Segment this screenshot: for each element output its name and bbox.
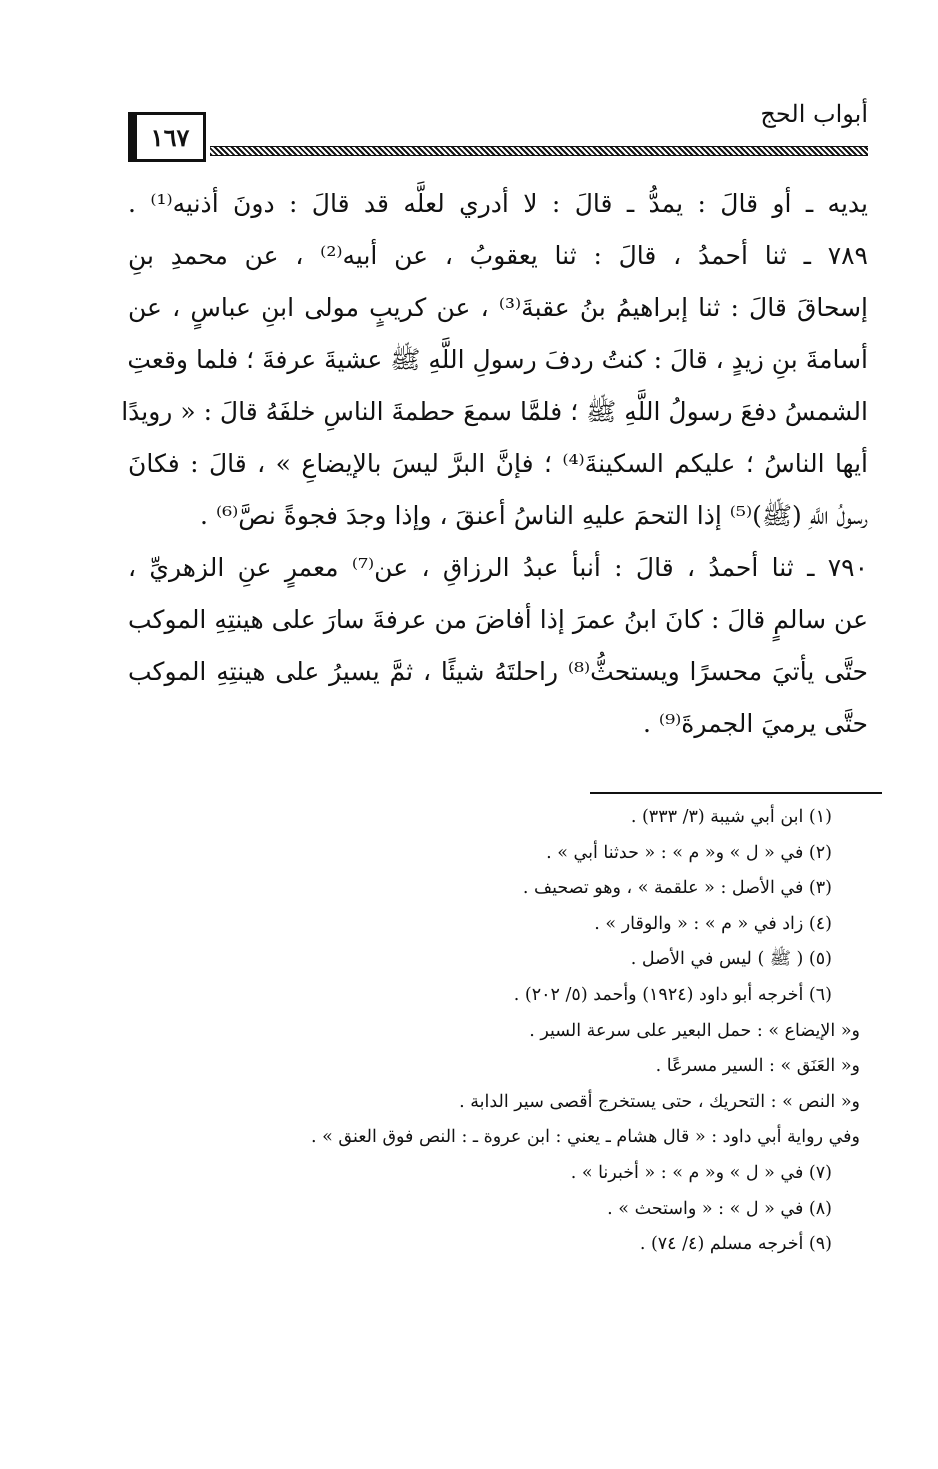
page-number: ١٦٧ [150,122,190,152]
footnote: (٤) زاد في « م » : « والوقار » . [594,913,832,934]
footnote: (٨) في « ل » : « واستحث » . [607,1198,832,1219]
footnote-gloss: و« العَنَق » : السير مسرعًا . [655,1056,860,1077]
main-text [121,178,869,750]
footnote-separator [590,792,882,794]
footnote: (١) ابن أبي شيبة (٣/ ٣٣٣) . [630,807,832,827]
running-title: أبواب الحج [760,100,868,128]
header-rule [210,146,868,156]
hadith-789-heading-line: ٧٨٩ ـ ثنا أحمدُ ، قالَ : ثنا يعقوبُ ، عن أبيه⁽²⁾ ، عن محمدِ بنِ [128,241,868,270]
footnote: (٢) في « ل » و« م » : « حدثنا أبي » . [546,842,832,863]
text-line: الشمسُ دفعَ رسولُ اللَّهِ ﷺ ؛ فلمَّا سمعَ حطمةَ الناسِ خلفَهُ قالَ : « رويدًا [121,397,868,426]
text-line: رسولُ اللَّهِ (ﷺ)⁽⁵⁾ إذا التحمَ عليهِ الناسُ أعنقَ ، وإذا وجدَ فجوةً نصَّ⁽⁶⁾ . [200,501,868,530]
text-line: حتَّى يأتيَ محسرًا ويستحثُّ⁽⁸⁾ راحلتَهُ شيئًا ، ثمَّ يسيرُ على هينتِهِ الموكب [128,657,868,686]
footnote-gloss: و« الإيضاع » : حمل البعير على سرعة السير . [529,1020,860,1041]
page-number-box [128,112,206,162]
footnote: (٣) في الأصل : « علقمة » ، وهو تصحيف . [522,878,832,899]
footnote: (٦) أخرجه أبو داود (١٩٢٤) وأحمد (٥/ ٢٠٢) . [513,984,832,1005]
page-header [128,100,868,180]
text-line: حتَّى يرميَ الجمرةَ⁽⁹⁾ . [643,709,868,738]
footnote-gloss: وفي رواية أبي داود : « قال هشام ـ يعني : ابن عروة ـ : النص فوق العنق » . [310,1127,860,1148]
text-line: أسامةَ بنِ زيدٍ ، قالَ : كنتُ ردفَ رسولِ اللَّهِ ﷺ عشيةَ عرفةَ ؛ فلما وقعتِ [127,345,868,374]
text-line: عن سالمٍ قالَ : كانَ ابنُ عمرَ إذا أفاضَ من عرفةَ سارَ على هينتِهِ الموكب [128,605,868,634]
text-line: أيها الناسُ ؛ عليكم السكينةَ⁽⁴⁾ ؛ فإنَّ البرَّ ليسَ بالإيضاعِ » ، قالَ : فكانَ [128,449,868,478]
hadith-790-heading-line: ٧٩٠ ـ ثنا أحمدُ ، قالَ : أنبأ عبدُ الرزاقِ ، عن⁽⁷⁾ معمرٍ عنِ الزهريِّ ، [128,553,869,582]
text-line: يديه ـ أو قالَ : يمدُّ ـ قالَ : لا أدري لعلَّه قد قالَ : دونَ أذنيه⁽¹⁾ . [128,189,868,218]
footnote-gloss: و« النص » : التحريك ، حتى يستخرج أقصى سير الدابة . [459,1091,860,1112]
footnote: (٥) ( ﷺ ) ليس في الأصل . [630,949,832,970]
footnote: (٧) في « ل » و« م » : « أخبرنا » . [570,1162,832,1183]
footnotes [140,800,860,1263]
text-line: إسحاقَ قالَ : ثنا إبراهيمُ بنُ عقبةَ⁽³⁾ ، عن كريبٍ مولى ابنِ عباسٍ ، عن [128,293,868,322]
footnote: (٩) أخرجه مسلم (٤/ ٧٤) . [639,1234,832,1255]
